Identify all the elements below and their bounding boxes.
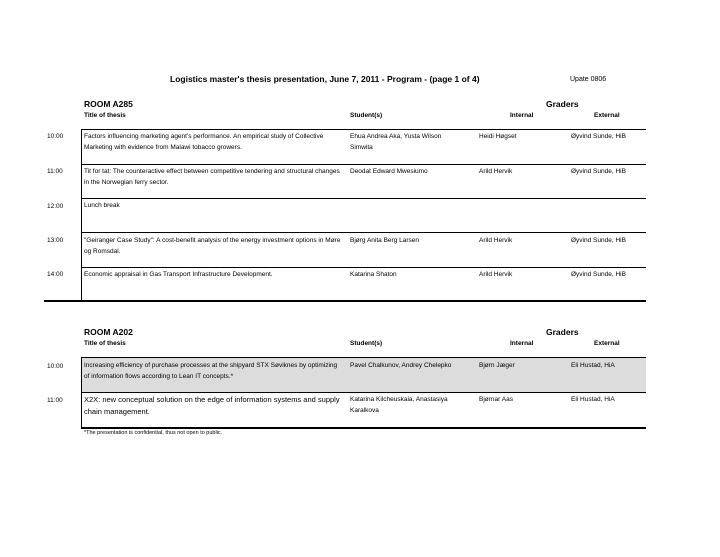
external-grader: Øyvind Sunde, HiB xyxy=(571,133,626,140)
thesis-title: Tit for tat: The counteractive effect between competitive tendering and structural changes in the Norwegian ferry sector. xyxy=(84,168,340,186)
thesis-title: "Geiranger Case Study": A cost-benefit analysis of the energy investment options in Møre og Romsdal. xyxy=(84,237,341,255)
time-slot: 11:00 xyxy=(47,397,63,404)
row-divider xyxy=(81,129,646,130)
time-slot: 13:00 xyxy=(47,237,64,244)
room-name: ROOM A285 xyxy=(84,99,133,109)
time-slot: 12:00 xyxy=(47,203,64,210)
students: Ehua Andrea Aka, Yusta Wilson Simwita xyxy=(350,133,442,151)
internal-grader: Bjørn Jæger xyxy=(479,362,515,369)
row-divider xyxy=(81,357,646,358)
row-divider xyxy=(81,392,646,393)
column-divider xyxy=(81,129,82,300)
external-grader: Øyvind Sunde, HiB xyxy=(571,271,626,278)
internal-grader: Bjørnar Aas xyxy=(479,396,513,403)
update-note: Upate 0806 xyxy=(570,76,607,83)
time-slot: 10:00 xyxy=(47,363,64,370)
col-title-of-thesis: Title of thesis xyxy=(84,112,126,119)
graders-heading: Graders xyxy=(546,99,579,109)
col-internal: Internal xyxy=(510,340,534,347)
col-external: External xyxy=(594,340,620,347)
thesis-title: Increasing efficiency of purchase processes at the shipyard STX Søviknes by optimizing of information flows according to Lean IT concepts.* xyxy=(84,362,338,380)
room-name: ROOM A202 xyxy=(84,327,133,337)
row-divider xyxy=(81,164,646,165)
time-slot: 14:00 xyxy=(47,271,64,278)
row-divider xyxy=(81,267,646,268)
external-grader: Eli Hustad, HiA xyxy=(571,396,615,403)
students: Katarina Kilcheuskaia, Anastasiya Karalkova xyxy=(350,396,448,414)
external-grader: Øyvind Sunde, HiB xyxy=(571,168,626,175)
section-divider xyxy=(44,300,646,302)
row-divider xyxy=(81,198,646,199)
internal-grader: Arild Hervik xyxy=(479,168,513,175)
time-slot: 11:00 xyxy=(47,168,63,175)
external-grader: Øyvind Sunde, HiB xyxy=(571,237,626,244)
students: Katarina Shaton xyxy=(350,271,397,278)
thesis-title: X2X: new conceptual solution on the edge of information systems and supply chain management. xyxy=(84,395,340,416)
page-title: Logistics master's thesis presentation, June 7, 2011 - Program - (page 1 of 4) xyxy=(170,74,480,84)
internal-grader: Heidi Høgset xyxy=(479,133,517,140)
external-grader: Eli Hustad, HiA xyxy=(571,362,615,369)
col-internal: Internal xyxy=(510,112,534,119)
thesis-title: Factors influencing marketing agent's performance. An empirical study of Collective Marketing with evidence from Malawi tobacco growers. xyxy=(84,133,324,151)
time-slot: 10:00 xyxy=(47,133,64,140)
internal-grader: Arild Hervik xyxy=(479,271,513,278)
col-students: Student(s) xyxy=(350,340,383,347)
confidentiality-footnote: *The presentation is confidential, thus not open to public. xyxy=(84,430,223,436)
row-divider xyxy=(81,232,646,233)
col-students: Student(s) xyxy=(350,112,383,119)
thesis-title: Economic appraisal in Gas Transport Infrastructure Development. xyxy=(84,271,273,278)
internal-grader: Arild Hervik xyxy=(479,237,513,244)
col-title-of-thesis: Title of thesis xyxy=(84,340,126,347)
section-divider xyxy=(81,427,646,429)
students: Bjørg Anita Berg Larsen xyxy=(350,237,420,244)
col-external: External xyxy=(594,112,620,119)
students: Pavel Chalkunov, Andrey Chelepko xyxy=(350,362,452,369)
thesis-title: Lunch break xyxy=(84,202,120,209)
students: Deodat Edward Mwesiumo xyxy=(350,168,428,175)
graders-heading: Graders xyxy=(546,327,579,337)
